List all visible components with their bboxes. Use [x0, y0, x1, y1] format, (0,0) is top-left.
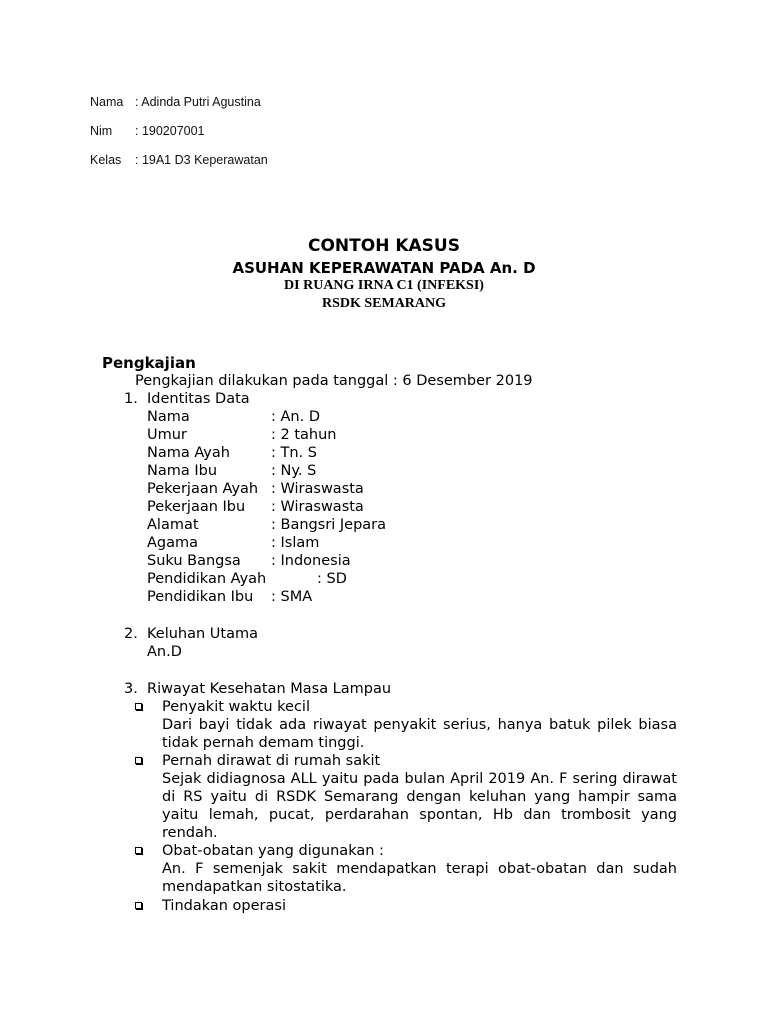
riwayat-item-text: An. F semenjak sakit mendapatkan terapi obat-obatan dan sudah mendapatkan sitostatika.: [162, 861, 677, 895]
row-label: Nama: [147, 409, 190, 425]
row-value: : 2 tahun: [271, 427, 337, 443]
riwayat-item-text: Sejak didiagnosa ALL yaitu pada bulan April 2019 An. F sering dirawat di RS yaitu di RSDK Semarang dengan keluhan yang hampir sama yaitu lemah, pucat, perdarahan spontan, Hb dan trombosit yang rendah.: [162, 771, 677, 841]
square-bullet-icon: [135, 757, 142, 764]
row-label: Pendidikan Ibu: [147, 589, 254, 605]
identitas-row: [147, 498, 364, 516]
section-intro: Pengkajian dilakukan pada tanggal : 6 Desember 2019: [135, 373, 533, 389]
nim-value: : 190207001: [135, 124, 205, 138]
student-nim-line: [90, 124, 205, 138]
document-title: CONTOH KASUS: [308, 236, 460, 256]
identitas-row: [147, 570, 347, 588]
identitas-row: [147, 426, 336, 444]
nama-value: : Adinda Putri Agustina: [135, 95, 261, 109]
identitas-row: [147, 444, 317, 462]
item-number-3: 3.: [124, 681, 138, 697]
row-value: : Bangsri Jepara: [271, 517, 387, 533]
identitas-row: [147, 462, 316, 480]
row-label: Alamat: [147, 517, 199, 533]
nim-label: Nim: [90, 124, 113, 138]
riwayat-item-text: Dari bayi tidak ada riwayat penyakit serius, hanya batuk pilek biasa tidak pernah demam tinggi.: [162, 717, 677, 751]
document-subtitle: ASUHAN KEPERAWATAN PADA An. D: [232, 259, 536, 277]
row-value: : Wiraswasta: [271, 499, 364, 515]
kelas-value: : 19A1 D3 Keperawatan: [135, 153, 268, 167]
document-hospital: RSDK SEMARANG: [321, 296, 447, 311]
identitas-row: [147, 534, 319, 552]
row-value: : SD: [317, 571, 347, 587]
riwayat-heading: Riwayat Kesehatan Masa Lampau: [147, 681, 392, 697]
row-label: Pekerjaan Ibu: [147, 499, 246, 515]
row-value: : Islam: [271, 535, 320, 551]
nama-label: Nama: [90, 95, 124, 109]
square-bullet-icon: [135, 703, 142, 710]
riwayat-item-title: Obat-obatan yang digunakan :: [162, 843, 384, 859]
identitas-row: [147, 552, 351, 570]
identitas-heading: Identitas Data: [147, 391, 250, 407]
square-bullet-icon: [135, 847, 142, 854]
row-label: Nama Ibu: [147, 463, 218, 479]
riwayat-item-title: Pernah dirawat di rumah sakit: [162, 753, 381, 769]
student-name-line: [90, 95, 261, 109]
row-value: : SMA: [271, 589, 313, 605]
square-bullet-icon: [135, 902, 142, 909]
item-number-2: 2.: [124, 626, 138, 642]
row-label: Suku Bangsa: [147, 553, 241, 569]
row-label: Agama: [147, 535, 199, 551]
row-value: : An. D: [271, 409, 320, 425]
row-label: Pendidikan Ayah: [147, 571, 267, 587]
kelas-label: Kelas: [90, 153, 122, 167]
document-location: DI RUANG IRNA C1 (INFEKSI): [284, 278, 484, 293]
row-value: : Ny. S: [271, 463, 317, 479]
row-value: : Wiraswasta: [271, 481, 364, 497]
section-heading: Pengkajian: [102, 354, 196, 372]
row-label: Pekerjaan Ayah: [147, 481, 259, 497]
student-kelas-line: [90, 153, 268, 167]
row-label: Umur: [147, 427, 187, 443]
row-value: : Indonesia: [271, 553, 351, 569]
row-value: : Tn. S: [271, 445, 317, 461]
row-label: Nama Ayah: [147, 445, 230, 461]
identitas-row: [147, 588, 312, 606]
keluhan-heading: Keluhan Utama: [147, 626, 258, 642]
identitas-row: [147, 480, 364, 498]
identitas-row: [147, 516, 386, 534]
identitas-row: [147, 408, 320, 426]
keluhan-text: An.D: [147, 644, 182, 660]
item-number-1: 1.: [124, 391, 138, 407]
riwayat-item-title: Tindakan operasi: [162, 898, 286, 914]
riwayat-item-title: Penyakit waktu kecil: [162, 699, 310, 715]
